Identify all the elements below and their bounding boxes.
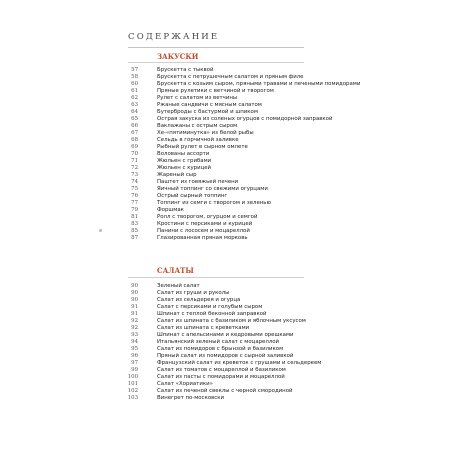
toc-page-number: 69 [131, 144, 138, 151]
toc-entry [124, 290, 324, 297]
toc-entry-title: Шпинат с апельсинами и кедровыми орешками [157, 331, 294, 338]
toc-entry-title: Ролл с творогом, огурцом и семгой [157, 214, 258, 221]
toc-page-number: 97 [131, 359, 138, 366]
toc-page-number: 96 [131, 352, 138, 359]
toc-entry-title: Яичный топпинг со свежими огурцами [157, 186, 268, 193]
toc-entry-title: Хе-«пятиминутка» из белой рыбы [157, 130, 254, 137]
toc-page-number: 57 [131, 67, 138, 73]
toc-entry-title: Шпинат с теплой беконной заправкой [157, 310, 267, 317]
toc-entry-title: Французский салат из креветок с грушами и сельдереем [157, 359, 322, 366]
toc-entry [124, 374, 324, 381]
toc-entry-title: Винегрет по-московски [157, 394, 225, 401]
toc-entry-title: Зеленый салат [157, 282, 200, 289]
toc-entry [124, 116, 333, 123]
toc-entry [124, 360, 324, 367]
toc-entry [124, 88, 324, 95]
toc-entry-title: Салат из помидоров с брынзой и базиликом [157, 345, 284, 352]
toc-page-number: 63 [131, 102, 138, 109]
toc-entry-title: Брускетта с петрушечным салатом и пряным филе [157, 74, 304, 81]
toc-entry [124, 311, 324, 318]
toc-entry-title: Салат из груши и руколы [157, 289, 230, 296]
toc-page-number: 60 [131, 81, 138, 88]
toc-entry-title: Рулет с салатом из ветчины [157, 95, 238, 102]
toc-page-number: 99 [131, 366, 138, 373]
section-divider-salaty [128, 277, 304, 278]
toc-entry [124, 395, 324, 402]
toc-entry-title: Панини с лососем и моцареллой [157, 228, 250, 235]
toc-page-number: 70 [131, 151, 138, 158]
toc-page-number: 91 [131, 310, 138, 317]
toc-entry-title: Глазированная пряная морковь [157, 235, 248, 242]
toc-entry-title: Жареный сыр [157, 172, 197, 179]
toc-entry-title: Бутерброды с бастурмой и шпиком [157, 109, 258, 116]
toc-entry-title: Форшмак [157, 207, 184, 214]
toc-entry [124, 367, 324, 374]
toc-page-number: 76 [131, 193, 138, 200]
toc-page-number: 75 [131, 186, 138, 193]
toc-entry-title: Сельдь в горчичной заливке [157, 137, 239, 144]
toc-entry [124, 158, 324, 165]
toc-entry [124, 81, 361, 88]
toc-entry [124, 165, 324, 172]
toc-page-number: 90 [131, 289, 138, 296]
toc-entry-title: Кростини с персиками и курицей [157, 221, 253, 228]
toc-page-number: 87 [131, 235, 138, 242]
toc-entry [124, 297, 324, 304]
toc-entry [124, 67, 324, 74]
section-title-zakuski: ЗАКУСКИ [157, 52, 199, 61]
page-title: СОДЕРЖАНИЕ [128, 32, 220, 42]
toc-entry [124, 381, 324, 388]
toc-page-number: 61 [131, 88, 138, 95]
toc-page-number: 92 [131, 317, 138, 324]
toc-page-number: 67 [131, 130, 138, 137]
toc-entry-title: Брускетта с козьим сыром, пряными травами и печеными помидорами [157, 81, 361, 88]
toc-entry [124, 95, 324, 102]
toc-page-number: 71 [131, 158, 138, 165]
toc-page-number: 92 [131, 324, 138, 331]
toc-entry [124, 228, 324, 235]
toc-entry-title: Паштет из говяжьей печени [157, 179, 239, 186]
toc-page-number: 85 [131, 228, 138, 235]
toc-entry [124, 235, 324, 242]
toc-entry [124, 339, 324, 346]
toc-page-number: 91 [131, 303, 138, 310]
toc-entry-title: Брускетта с тыквой [157, 67, 214, 73]
toc-entry-title: Рыбный рулет в сырном омлете [157, 144, 248, 151]
toc-entry-title: Острый сырный топпинг [157, 193, 228, 200]
toc-page-number: 83 [131, 221, 138, 228]
toc-page-number: 95 [131, 345, 138, 352]
toc-entry-title: Пряные рулетики с ветчиной и творогом [157, 88, 274, 95]
toc-page-number: 79 [131, 207, 138, 214]
header-divider [128, 47, 304, 48]
toc-entry-title: Ржаные сандвичи с мясным салатом [157, 102, 262, 109]
toc-entry-title: Салат из шпината с креветками [157, 324, 250, 331]
toc-entry [124, 388, 324, 395]
toc-page-number: 100 [127, 373, 138, 380]
toc-entry-title: Итальянский зеленый салат с моцареллой [157, 338, 280, 345]
toc-entry-title: Ваклажаны с острым сыром [157, 123, 238, 130]
toc-entry [124, 283, 324, 290]
section-title-salaty: САЛАТЫ [157, 266, 194, 275]
toc-entry [124, 200, 324, 207]
toc-entry-title: Пряный салат из помидоров с сырной заливкой [157, 352, 294, 359]
toc-page-number: 74 [131, 179, 138, 186]
page-mark [99, 229, 102, 232]
toc-entry-title: Салат из томатов с моцареллой и базиликом [157, 366, 286, 373]
toc-page-number: 64 [131, 109, 138, 116]
toc-entry [124, 325, 324, 332]
toc-page-number: 77 [131, 200, 138, 207]
toc-entry [124, 193, 324, 200]
toc-page-number: 103 [127, 394, 138, 401]
toc-page-number: 90 [131, 282, 138, 289]
toc-entry-title: Салат из шпината с базиликом и яблочным уксусом [157, 317, 306, 324]
toc-entry [124, 346, 324, 353]
toc-page-number: 65 [131, 116, 138, 123]
toc-page-number: 72 [131, 165, 138, 172]
toc-list-zakuski [124, 67, 361, 242]
toc-entry-title: Жюльен с курицей [157, 165, 212, 172]
toc-page-number: 102 [127, 387, 138, 394]
toc-entry [124, 74, 324, 81]
toc-entry-title: Салат из пасты с помидорами и моцареллой [157, 373, 285, 380]
toc-page-number: 101 [127, 380, 138, 387]
toc-list-salaty [124, 283, 324, 402]
toc-entry-title: Топпинг из семги с творогом и зеленью [157, 200, 272, 207]
toc-entry [124, 332, 324, 339]
toc-page-number: 62 [131, 95, 138, 102]
toc-page-number: 90 [131, 296, 138, 303]
toc-entry [124, 353, 324, 360]
toc-entry-title: Жюльен с грибами [157, 158, 212, 165]
toc-page-number: 68 [131, 137, 138, 144]
toc-page-number: 81 [131, 214, 138, 221]
toc-entry-title: Салат из печеной свеклы с черной смородиной [157, 387, 293, 394]
toc-entry-title: Волованы ассорти [157, 151, 210, 158]
toc-page-number: 73 [131, 172, 138, 179]
section-divider-zakuski [128, 62, 304, 63]
toc-entry-title: Салат «Хориатики» [157, 380, 213, 387]
toc-entry-title: Салат из сельдерея и огурца [157, 296, 241, 303]
toc-entry-title: Острая закуска из соленых огурцов с помидорной заправкой [157, 116, 333, 123]
toc-page-number: 93 [131, 331, 138, 338]
toc-page-number: 94 [131, 338, 138, 345]
toc-page-number: 58 [131, 74, 138, 81]
toc-entry [124, 318, 324, 325]
toc-entry-title: Салат с персиками и голубым сыром [157, 303, 263, 310]
toc-entry [124, 151, 324, 158]
toc-entry [124, 304, 324, 311]
toc-entry [124, 144, 324, 151]
toc-page-number: 66 [131, 123, 138, 130]
